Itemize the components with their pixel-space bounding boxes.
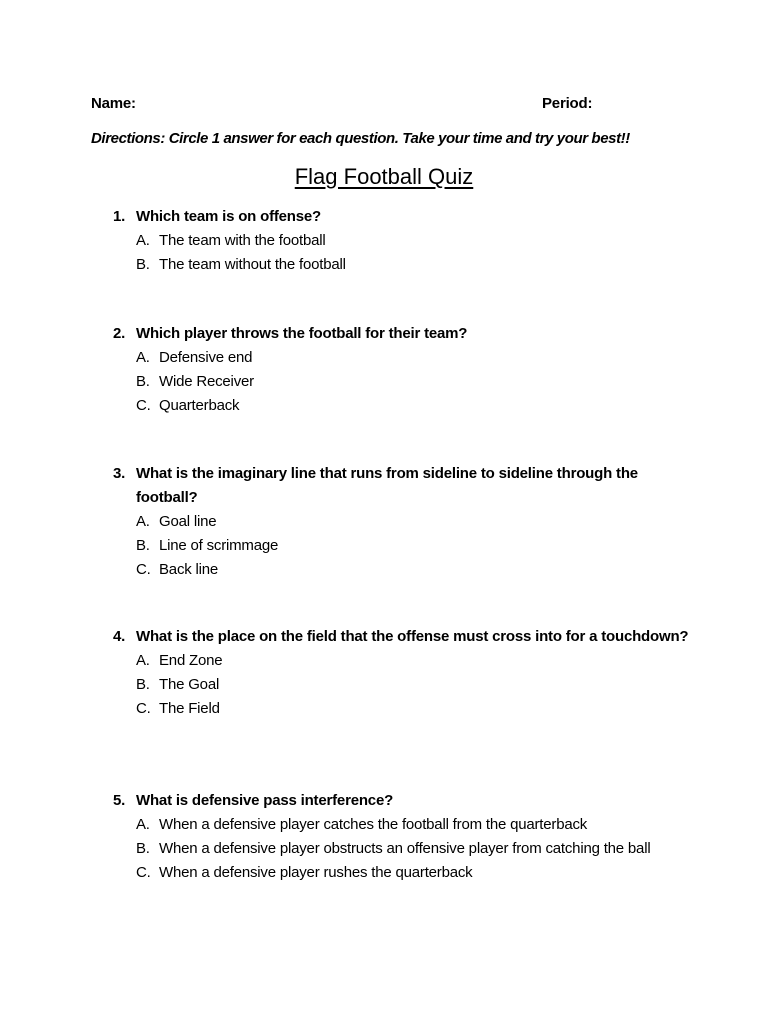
name-label: Name: bbox=[91, 95, 136, 112]
option-text: The team with the football bbox=[159, 232, 326, 249]
option-letter: C. bbox=[136, 397, 151, 414]
option-letter: A. bbox=[136, 816, 150, 833]
question-stem bbox=[113, 322, 693, 346]
option-letter: A. bbox=[136, 349, 150, 366]
answer-options bbox=[113, 649, 693, 721]
option-text: When a defensive player catches the football from the quarterback bbox=[159, 816, 588, 833]
question-number: 5. bbox=[113, 792, 126, 809]
option-letter: C. bbox=[136, 561, 151, 578]
option-letter: A. bbox=[136, 232, 150, 249]
question-2 bbox=[113, 322, 693, 418]
answer-option-b[interactable] bbox=[113, 673, 693, 697]
answer-option-a[interactable] bbox=[113, 813, 693, 837]
option-letter: B. bbox=[136, 256, 150, 273]
answer-option-a[interactable] bbox=[113, 229, 693, 253]
option-letter: A. bbox=[136, 652, 150, 669]
answer-option-b[interactable] bbox=[113, 370, 693, 394]
option-text: Line of scrimmage bbox=[159, 537, 279, 554]
directions-text: Directions: Circle 1 answer for each question. Take your time and try your best!! bbox=[91, 130, 630, 147]
question-5 bbox=[113, 789, 693, 885]
option-letter: C. bbox=[136, 700, 151, 717]
answer-option-a[interactable] bbox=[113, 510, 693, 534]
question-1 bbox=[113, 205, 693, 277]
question-number: 4. bbox=[113, 628, 126, 645]
question-number: 3. bbox=[113, 465, 126, 482]
option-letter: B. bbox=[136, 537, 150, 554]
question-text: What is the imaginary line that runs from sideline to sideline through the football? bbox=[136, 465, 638, 506]
question-number: 1. bbox=[113, 208, 126, 225]
option-letter: B. bbox=[136, 840, 150, 857]
option-text: The Goal bbox=[159, 676, 220, 693]
option-text: The team without the football bbox=[159, 256, 346, 273]
option-letter: B. bbox=[136, 373, 150, 390]
option-text: When a defensive player obstructs an offensive player from catching the ball bbox=[159, 840, 651, 857]
question-3 bbox=[113, 462, 693, 582]
option-text: End Zone bbox=[159, 652, 223, 669]
answer-option-c[interactable] bbox=[113, 394, 693, 418]
option-text: Back line bbox=[159, 561, 219, 578]
question-text: What is the place on the field that the offense must cross into for a touchdown? bbox=[136, 628, 689, 645]
answer-option-a[interactable] bbox=[113, 649, 693, 673]
answer-option-b[interactable] bbox=[113, 253, 693, 277]
option-letter: C. bbox=[136, 864, 151, 881]
option-text: Goal line bbox=[159, 513, 217, 530]
answer-option-a[interactable] bbox=[113, 346, 693, 370]
option-letter: B. bbox=[136, 676, 150, 693]
option-text: Wide Receiver bbox=[159, 373, 254, 390]
answer-option-b[interactable] bbox=[113, 837, 693, 861]
answer-options bbox=[113, 510, 693, 582]
period-label: Period: bbox=[542, 95, 593, 112]
option-text: The Field bbox=[159, 700, 220, 717]
option-text: Quarterback bbox=[159, 397, 240, 414]
question-stem bbox=[113, 625, 693, 649]
option-text: When a defensive player rushes the quarterback bbox=[159, 864, 473, 881]
quiz-title: Flag Football Quiz bbox=[294, 164, 474, 189]
answer-options bbox=[113, 229, 693, 277]
question-text: What is defensive pass interference? bbox=[136, 792, 394, 809]
answer-option-c[interactable] bbox=[113, 558, 693, 582]
question-text: Which team is on offense? bbox=[136, 208, 322, 225]
question-number: 2. bbox=[113, 325, 126, 342]
answer-option-b[interactable] bbox=[113, 534, 693, 558]
question-stem bbox=[113, 205, 693, 229]
question-4 bbox=[113, 625, 693, 721]
answer-option-c[interactable] bbox=[113, 861, 693, 885]
answer-options bbox=[113, 346, 693, 418]
question-stem bbox=[113, 462, 693, 510]
question-text: Which player throws the football for their team? bbox=[136, 325, 468, 342]
answer-options bbox=[113, 813, 693, 885]
answer-option-c[interactable] bbox=[113, 697, 693, 721]
option-letter: A. bbox=[136, 513, 150, 530]
option-text: Defensive end bbox=[159, 349, 253, 366]
question-stem bbox=[113, 789, 693, 813]
